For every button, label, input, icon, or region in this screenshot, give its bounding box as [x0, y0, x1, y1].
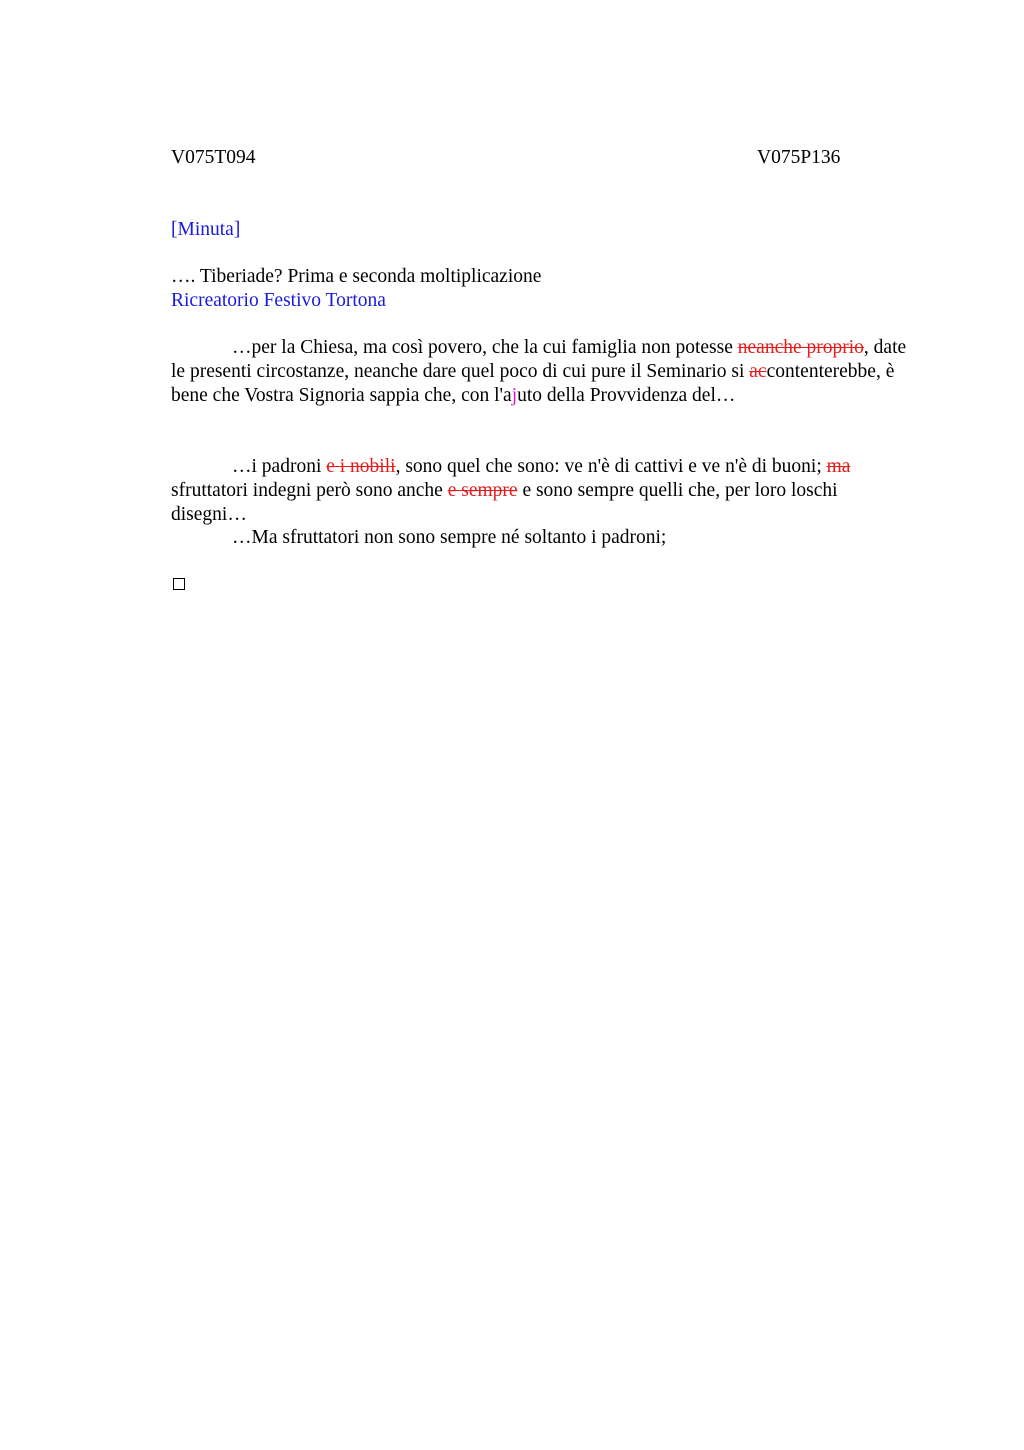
- paragraph-3: [171, 526, 911, 550]
- paragraph-1: [171, 336, 911, 408]
- paragraph-text: e sono sempre quelli che, per loro loschi disegni…: [171, 480, 838, 525]
- paragraph-text: contenterebbe, è bene che Vostra Signoria sappia che, con l'a: [171, 361, 895, 406]
- deleted-text: ac: [749, 361, 767, 382]
- empty-square-icon: [173, 578, 185, 590]
- paragraph-text: …Ma sfruttatori non sono sempre né soltanto i padroni;: [232, 527, 667, 548]
- inserted-text: j: [511, 385, 518, 406]
- deleted-text: e sempre: [447, 480, 518, 501]
- paragraph-text: uto della Provvidenza del…: [517, 385, 736, 406]
- paragraph-text: , date le presenti circostanze, neanche dare quel poco di cui pure il Seminario si: [171, 337, 907, 382]
- page-code: V075P136: [757, 147, 841, 168]
- document-subject: …. Tiberiade? Prima e seconda moltiplicazione: [171, 266, 542, 287]
- paragraph-2: [171, 455, 911, 527]
- deleted-text: ma: [826, 456, 851, 477]
- document-type-label: [Minuta]: [171, 219, 241, 240]
- document-place: Ricreatorio Festivo Tortona: [171, 290, 386, 311]
- paragraph-text: …i padroni: [232, 456, 327, 477]
- paragraph-text: …per la Chiesa, ma così povero, che la cui famiglia non potesse: [232, 337, 738, 358]
- deleted-text: neanche proprio: [737, 337, 864, 358]
- paragraph-text: , sono quel che sono: ve n'è di cattivi e ve n'è di buoni;: [395, 456, 827, 477]
- deleted-text: e i nobili: [326, 456, 396, 477]
- paragraph-text: sfruttatori indegni però sono anche: [171, 480, 448, 501]
- volume-code: V075T094: [171, 147, 256, 168]
